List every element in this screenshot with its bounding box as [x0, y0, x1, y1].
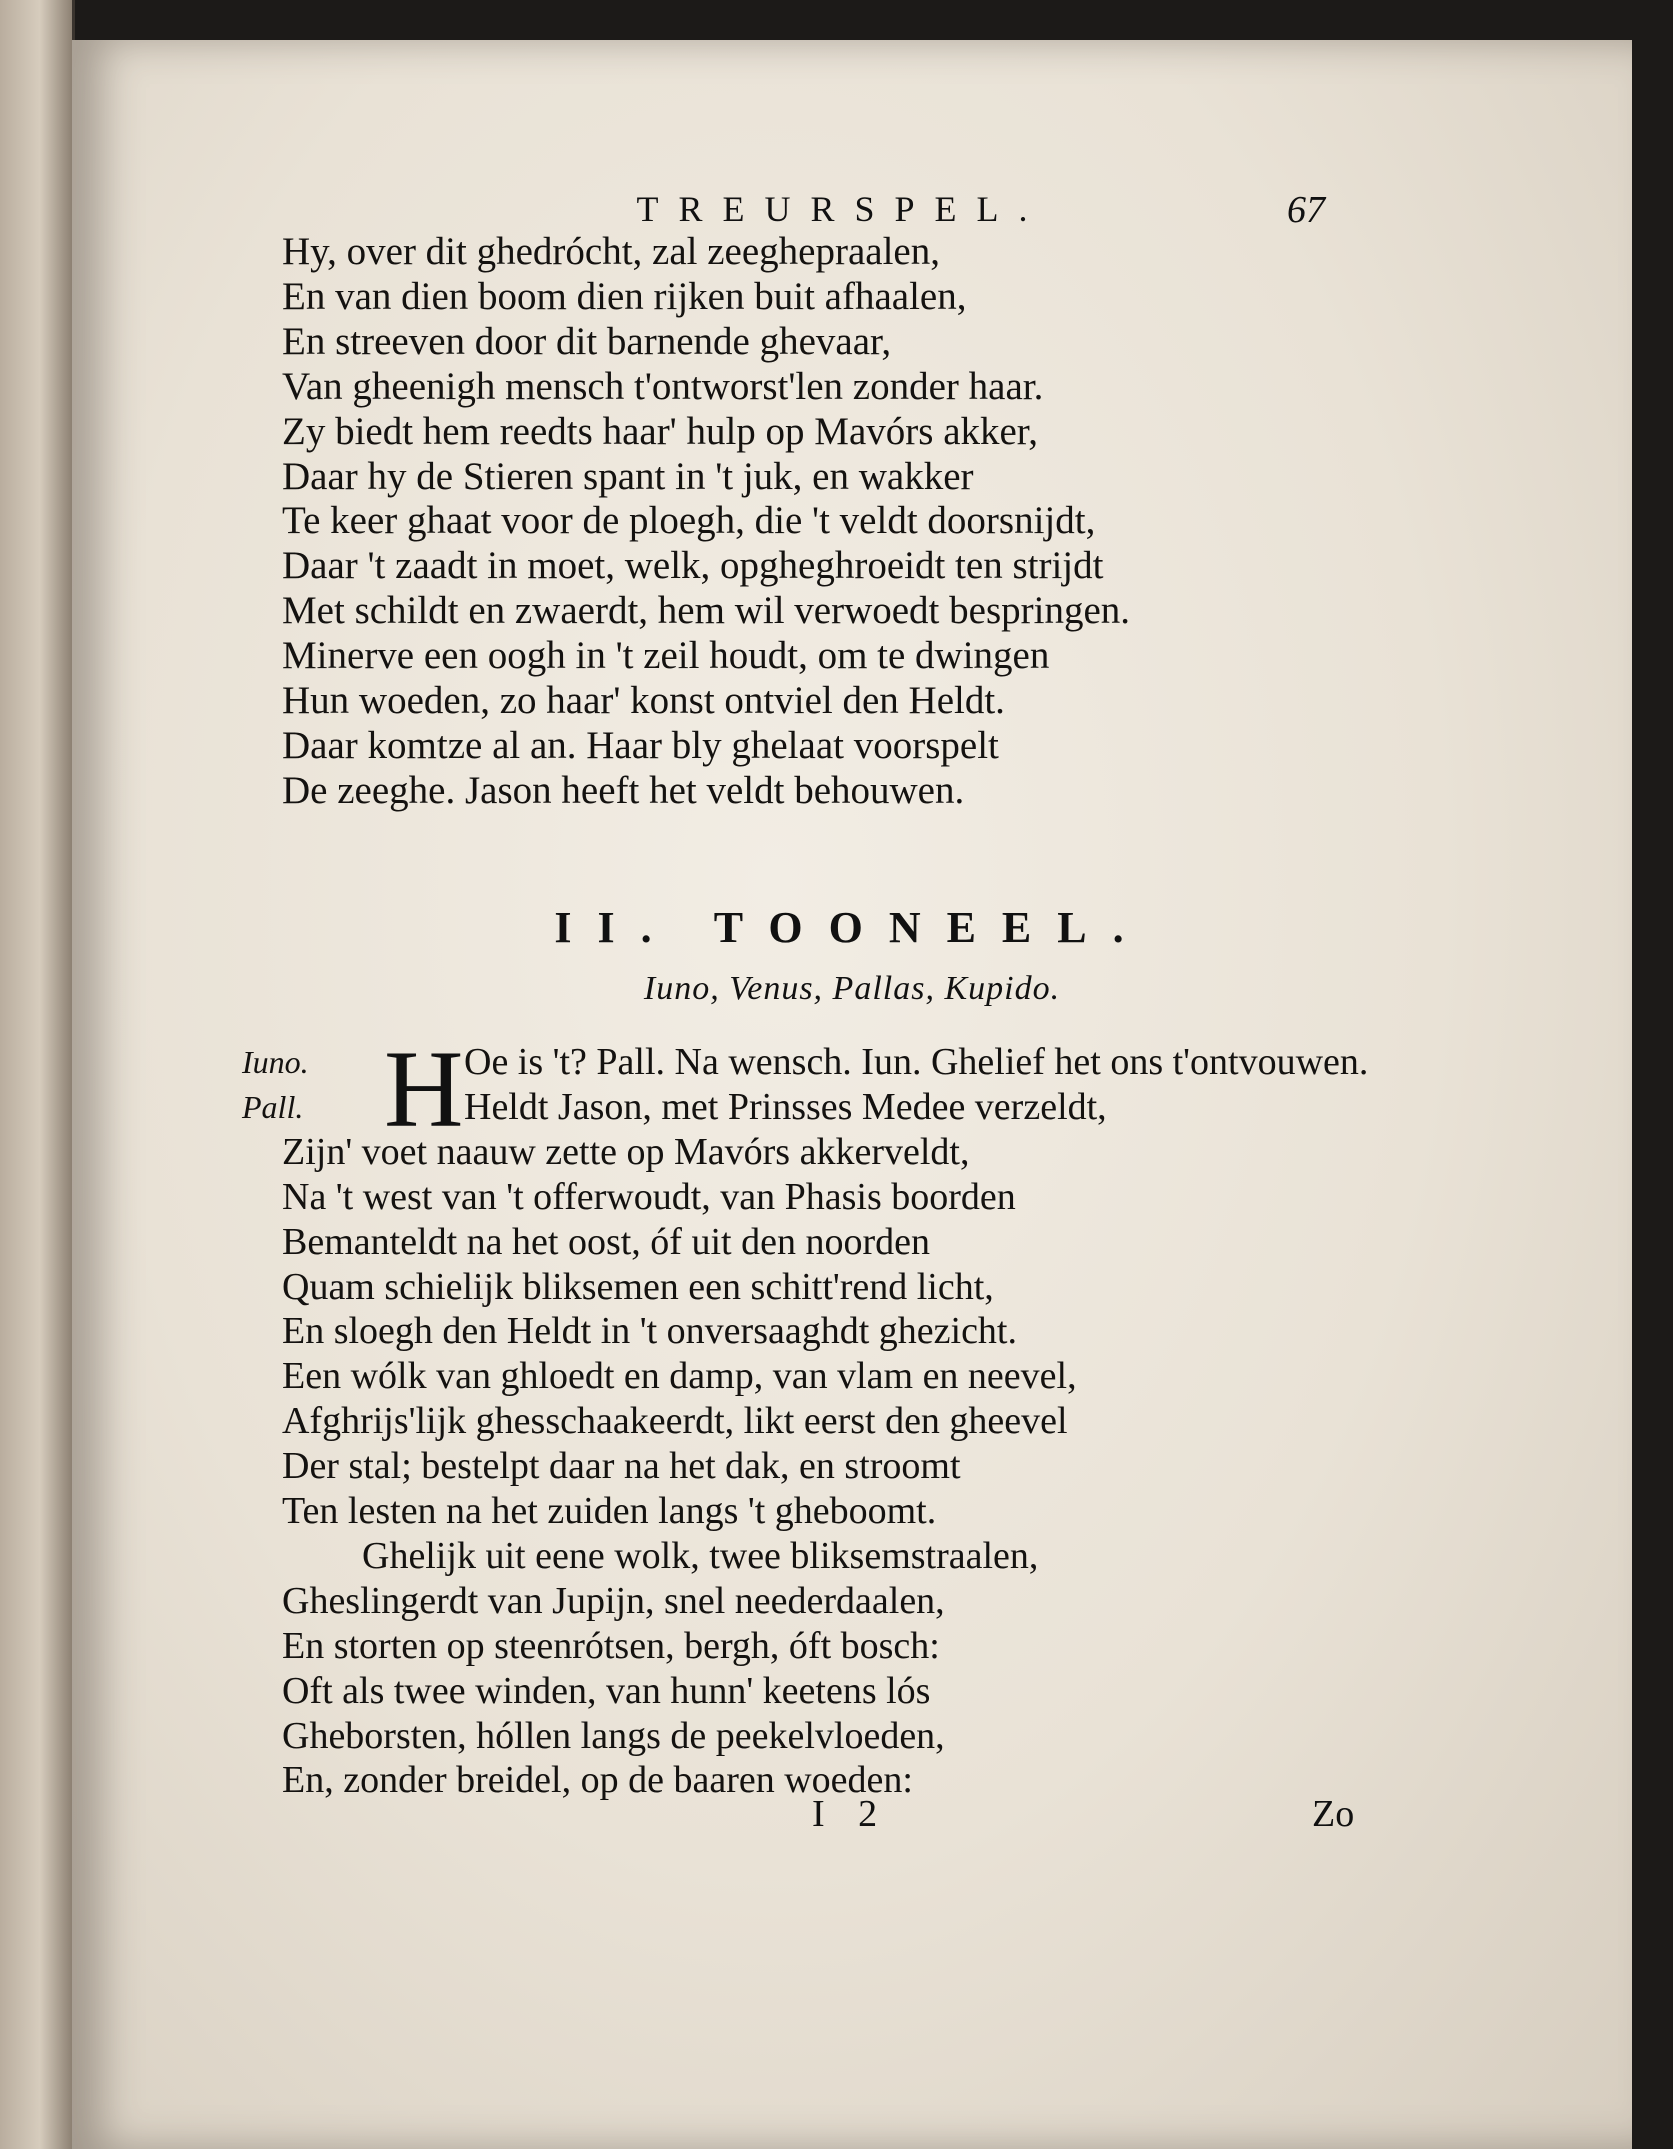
dialogue-block [242, 1028, 1592, 1803]
dialogue-line: Gheslingerdt van Jupijn, snel neederdaalen, [282, 1579, 945, 1622]
verse-line: Daar hy de Stieren spant in 't juk, en wakker [282, 454, 974, 498]
dialogue-line: Oft als twee winden, van hunn' keetens lós [282, 1669, 931, 1712]
scene-title: II. TOONEEL. [554, 903, 1150, 952]
dialogue-line: Zijn' voet naauw zette op Mavórs akkerveldt, [282, 1130, 970, 1173]
book-page [72, 40, 1632, 2149]
dialogue-line: Afghrijs'lijk ghesschaakeerdt, likt eerst den gheevel [282, 1400, 1068, 1443]
signature-mark: I 2 [812, 1793, 890, 1835]
verse-line: Daar komtze al an. Haar bly ghelaat voorspelt [282, 723, 999, 767]
dialogue-line: Der stal; bestelpt daar na het dak, en stroomt [282, 1445, 961, 1488]
dialogue-line: Oe is 't? Pall. Na wensch. Iun. Ghelief het ons t'ontvouwen. [464, 1041, 1369, 1083]
page-footer [72, 1792, 1632, 1842]
verse-line: Te keer ghaat voor de ploegh, die 't veldt doorsnijdt, [282, 499, 1096, 543]
verse-line: De zeeghe. Jason heeft het veldt behouwen. [282, 768, 965, 812]
verse-line: Daar 't zaadt in moet, welk, opgheghroeidt ten strijdt [282, 544, 1104, 588]
drop-cap: H [384, 1028, 464, 1150]
verse-line: En streeven door dit barnende ghevaar, [282, 319, 892, 363]
catchword: Zo [1312, 1793, 1355, 1835]
cast-list: Iuno, Venus, Pallas, Kupido. [643, 970, 1061, 1007]
verse-line: Hun woeden, zo haar' konst ontviel den Heldt. [282, 679, 1005, 723]
verse-block [282, 230, 1582, 814]
dialogue-line: Na 't west van 't offerwoudt, van Phasis boorden [282, 1175, 1016, 1218]
dialogue-line-indented: Ghelijk uit eene wolk, twee bliksemstraalen, [362, 1534, 1039, 1577]
dialogue-line: En sloegh den Heldt in 't onversaaghdt ghezicht. [282, 1310, 1017, 1353]
verse-line: Met schildt en zwaerdt, hem wil verwoedt bespringen. [282, 589, 1131, 633]
page-number: 67 [1287, 189, 1325, 231]
dialogue-line: En storten op steenrótsen, bergh, óft bosch: [282, 1624, 940, 1667]
dialogue-line: Ten lesten na het zuiden langs 't gheboomt. [282, 1490, 937, 1533]
running-title: TREURSPEL. [636, 189, 1048, 229]
dialogue-second-line [242, 1085, 1592, 1130]
dialogue-line: En, zonder breidel, op de baaren woeden: [282, 1759, 913, 1802]
dialogue-lines [242, 1130, 1592, 1804]
dialogue-line: Heldt Jason, met Prinsses Medee verzeldt, [464, 1085, 1107, 1128]
verse-line: Zy biedt hem reedts haar' hulp op Mavórs akker, [282, 409, 1038, 453]
verse-line: En van dien boom dien rijken buit afhaalen, [282, 274, 967, 318]
verse-line: Minerve een oogh in 't zeil houdt, om te dwingen [282, 634, 1050, 678]
dialogue-line: Quam schielijk bliksemen een schitt'rend licht, [282, 1265, 994, 1308]
verse-line: Van gheenigh mensch t'ontworst'len zonder haar. [282, 364, 1044, 408]
verse-line: Hy, over dit ghedrócht, zal zeeghepraalen, [282, 230, 940, 273]
dialogue-line: Een wólk van ghloedt en damp, van vlam en neevel, [282, 1355, 1077, 1398]
dialogue-line: Bemanteldt na het oost, óf uit den noorden [282, 1220, 930, 1263]
speaker-label: Pall. [242, 1088, 304, 1125]
dialogue-line: Gheborsten, hóllen langs de peekelvloeden, [282, 1714, 945, 1757]
speaker-label: Iuno. [242, 1044, 309, 1080]
facing-page-edge [0, 0, 75, 2149]
